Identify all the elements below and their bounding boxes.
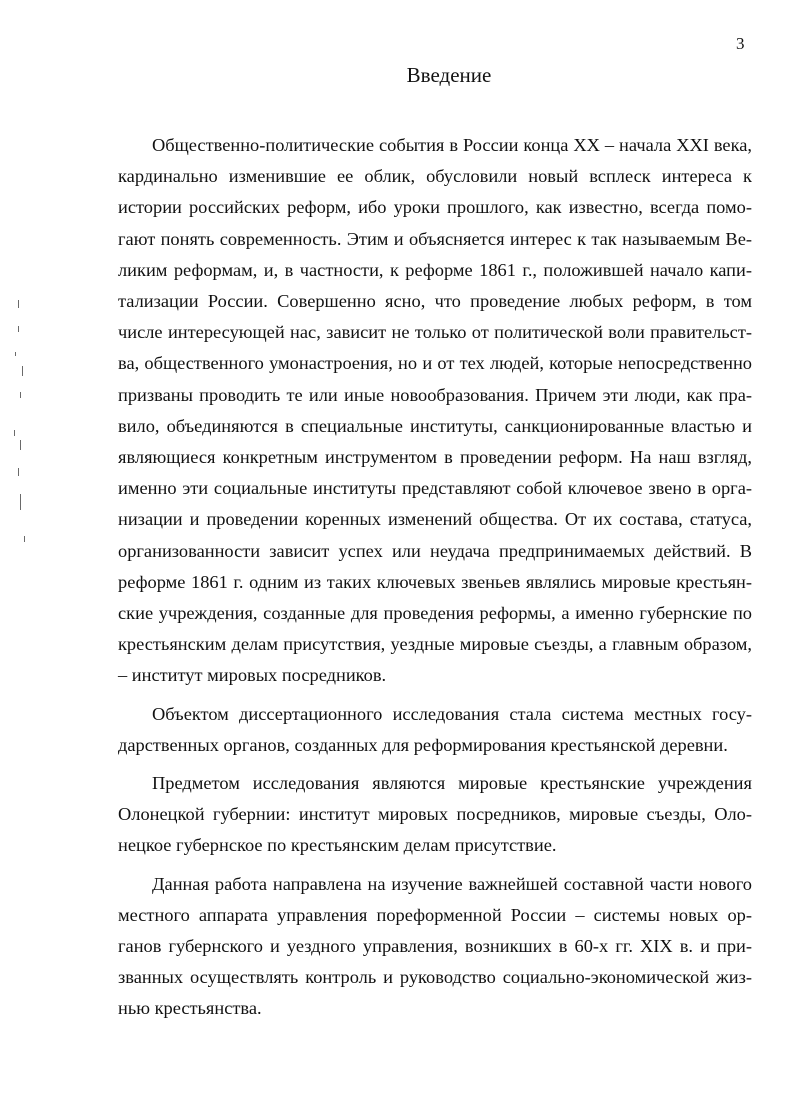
body-text <box>118 130 752 1025</box>
paragraph-object: Объектом диссертационного исследования стала система местных государственных органов, созданных для реформирования крестьянской деревни. <box>118 703 752 755</box>
paragraph-aim: Данная работа направлена на изучение важнейшей составной части нового местного аппарата управления пореформенной России – системы новых органов губернского и уездного управления, возникших в 60-х гг. XIX в. и призванных осуществлять контроль и руководство социально-экономической жизнью крестьянства. <box>118 873 752 1019</box>
paragraph-subject: Предметом исследования являются мировые крестьянские учреждения Олонецкой губернии: институт мировых посредников, мировые съезды, Олонецкое губернское по крестьянским делам присутствие. <box>118 773 752 856</box>
section-heading: Введение <box>406 63 492 87</box>
scan-margin-marks <box>0 0 40 1103</box>
paragraph-intro: Общественно-политические события в России конца XX – начала XXI века, кардинально изменившие ее облик, обусловили новый всплеск интереса к истории российских реформ, ибо уроки прошлого, как известно, всегда помогают понять современность. Этим и объясняется интерес к так называемым Великим реформам, и, в частности, к реформе 1861 г., положившей начало капитализации России. Совершенно ясно, что проведение любых реформ, в том числе интересующей нас, зависит не только от политической воли правительства, общественного умонастроения, но и от тех людей, которые непосредственно призваны проводить те или иные новообразования. Причем эти люди, как правило, объединяются в специальные институты, санкционированные властью и являющиеся конкретным инструментом в проведении реформ. На наш взгляд, именно эти социальные институты представляют собой ключевое звено в организации и проведении коренных изменений общества. От их состава, статуса, организованности зависит успех или неудача предпринимаемых действий. В реформе 1861 г. одним из таких ключевых звеньев являлись мировые крестьянские учреждения, созданные для проведения реформы, а именно губернские по крестьянским делам присутствия, уездные мировые съезды, а главным образом, – институт мировых посредников. <box>118 135 752 686</box>
page-number: 3 <box>736 34 745 53</box>
